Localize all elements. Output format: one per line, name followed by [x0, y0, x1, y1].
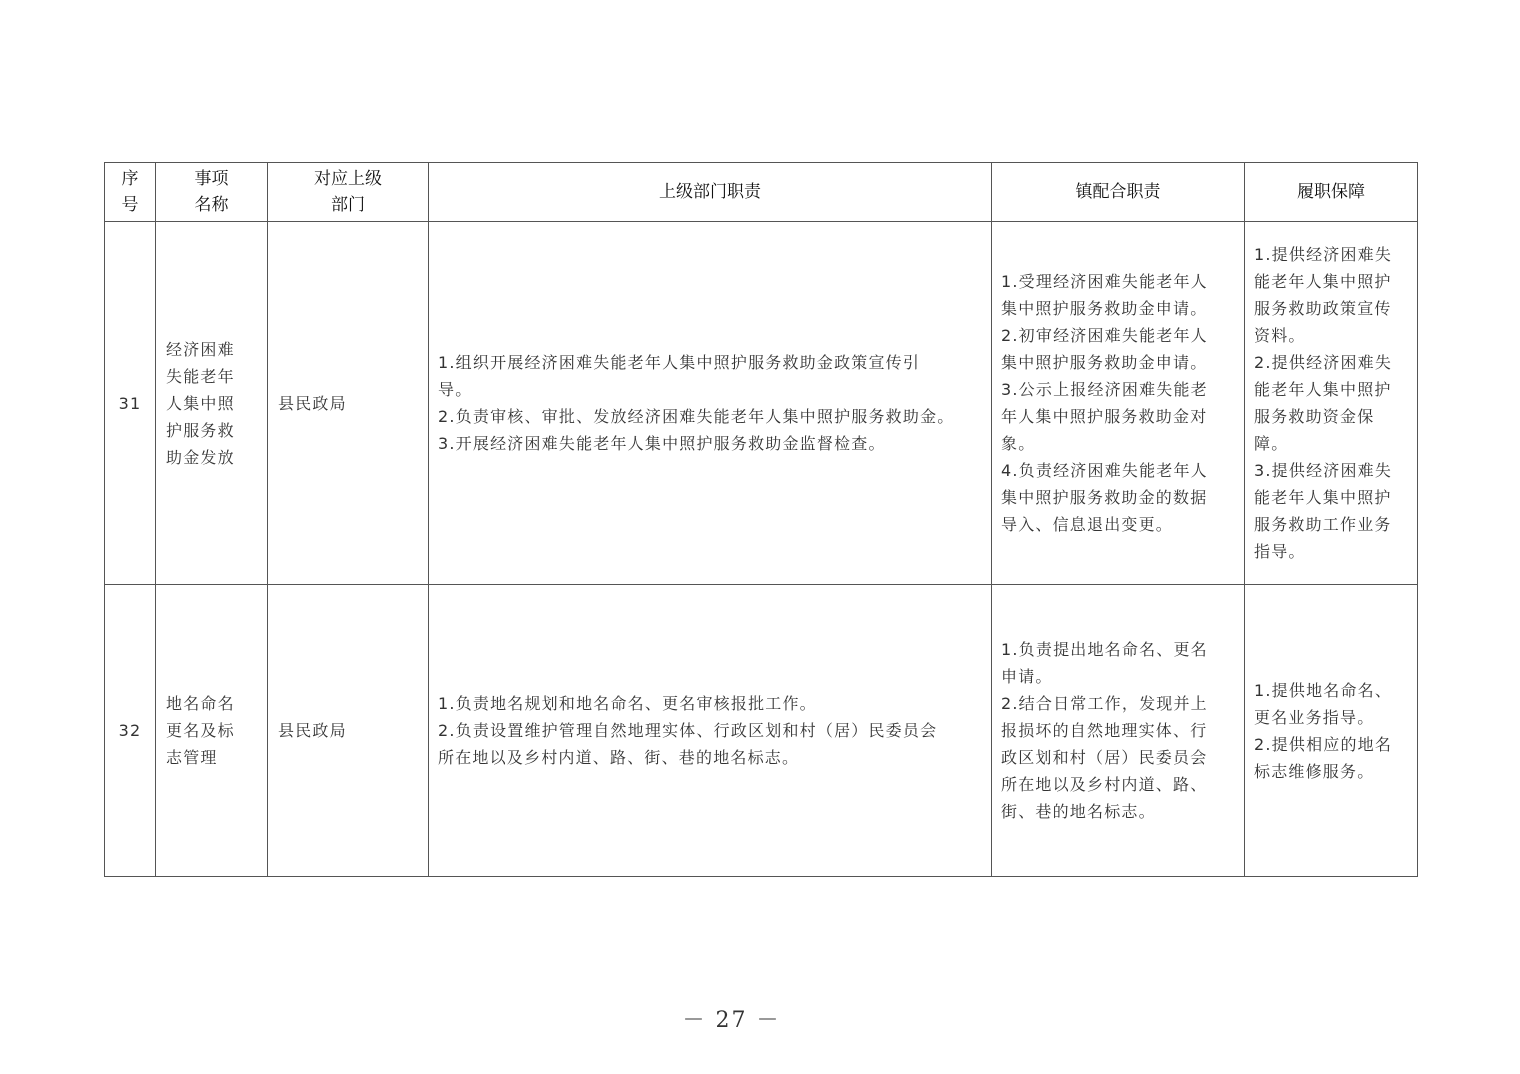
row-number: 31: [105, 222, 156, 585]
guarantee-line: 服务救助政策宣传: [1254, 299, 1392, 318]
town-duty-line: 1.受理经济困难失能老年人: [1001, 272, 1208, 291]
item-name-line: 经济困难: [166, 339, 235, 359]
page-number: － 27 －: [682, 1008, 781, 1033]
town-duty-line: 街、巷的地名标志。: [1001, 802, 1156, 821]
header-no-line: 号: [121, 195, 139, 215]
superior-duty-line: 导。: [438, 380, 473, 399]
guarantee-line: 能老年人集中照护: [1254, 380, 1392, 399]
town-duty-line: 报损坏的自然地理实体、行: [1001, 721, 1208, 740]
item-name: [156, 222, 268, 585]
superior-dept: 县民政局: [268, 222, 429, 585]
item-name-line: 地名命名: [166, 694, 235, 713]
town-duty-line: 政区划和村（居）民委员会: [1001, 748, 1208, 767]
superior-duty-line: 所在地以及乡村内道、路、街、巷的地名标志。: [438, 748, 800, 767]
header-superior-dept-line: 部门: [331, 195, 365, 215]
guarantee-line: 2.提供经济困难失: [1254, 353, 1393, 372]
superior-duty-line: 2.负责设置维护管理自然地理实体、行政区划和村（居）民委员会: [438, 721, 938, 740]
item-name-line: 志管理: [166, 748, 218, 767]
town-duty-line: 集中照护服务救助金申请。: [1001, 299, 1208, 318]
guarantee-line: 能老年人集中照护: [1254, 272, 1392, 291]
header-no-line: 序: [121, 169, 139, 189]
town-duty-line: 导入、信息退出变更。: [1001, 515, 1174, 534]
item-name-line: 更名及标: [166, 721, 235, 740]
town-duty-line: 象。: [1001, 434, 1036, 453]
item-name-line: 助金发放: [166, 447, 235, 467]
town-duty-line: 3.公示上报经济困难失能老: [1001, 380, 1208, 399]
town-duty-line: 4.负责经济困难失能老年人: [1001, 461, 1208, 480]
guarantee: [1245, 585, 1418, 877]
superior-duty-line: 1.负责地名规划和地名命名、更名审核报批工作。: [438, 694, 817, 713]
guarantee-line: 障。: [1254, 434, 1289, 453]
town-duty: [992, 222, 1245, 585]
guarantee-line: 指导。: [1254, 542, 1306, 561]
guarantee-line: 1.提供经济困难失: [1254, 245, 1393, 264]
superior-duty-line: 3.开展经济困难失能老年人集中照护服务救助金监督检查。: [438, 434, 886, 453]
town-duty-line: 所在地以及乡村内道、路、: [1001, 775, 1208, 794]
header-item-name: [156, 163, 268, 222]
row-number: 32: [105, 585, 156, 877]
guarantee-line: 3.提供经济困难失: [1254, 461, 1393, 480]
guarantee-line: 服务救助资金保: [1254, 407, 1375, 426]
town-duty-line: 集中照护服务救助金的数据: [1001, 488, 1208, 507]
guarantee-line: 1.提供地名命名、: [1254, 680, 1393, 700]
guarantee: [1245, 222, 1418, 585]
superior-duty-line: 2.负责审核、审批、发放经济困难失能老年人集中照护服务救助金。: [438, 407, 955, 426]
town-duty-line: 2.结合日常工作，发现并上: [1001, 694, 1208, 713]
guarantee-line: 2.提供相应的地名: [1254, 734, 1393, 754]
header-item-name-line: 事项: [194, 169, 229, 189]
guarantee-line: 标志维修服务。: [1254, 761, 1375, 781]
header-superior-dept: [268, 163, 429, 222]
town-duty-line: 1.负责提出地名命名、更名: [1001, 640, 1208, 659]
guarantee-line: 资料。: [1254, 326, 1306, 345]
item-name: [156, 585, 268, 877]
guarantee-line: 能老年人集中照护: [1254, 488, 1392, 507]
item-name-line: 人集中照: [166, 393, 235, 413]
table-header-row: [105, 163, 1418, 222]
header-no: [105, 163, 156, 222]
table-row: [105, 585, 1418, 877]
header-town-duty: 镇配合职责: [992, 163, 1245, 222]
superior-duty-line: 1.组织开展经济困难失能老年人集中照护服务救助金政策宣传引: [438, 353, 921, 372]
header-superior-duty: 上级部门职责: [429, 163, 992, 222]
town-duty-line: 年人集中照护服务救助金对: [1001, 407, 1208, 426]
item-name-line: 失能老年: [166, 366, 235, 386]
header-superior-dept-line: 对应上级: [314, 169, 382, 189]
responsibility-table: [104, 162, 1418, 877]
town-duty-line: 申请。: [1001, 667, 1053, 686]
superior-duty: [429, 585, 992, 877]
superior-duty: [429, 222, 992, 585]
guarantee-line: 更名业务指导。: [1254, 707, 1375, 727]
guarantee-line: 服务救助工作业务: [1254, 515, 1392, 534]
town-duty-line: 2.初审经济困难失能老年人: [1001, 326, 1208, 345]
header-item-name-line: 名称: [194, 195, 229, 215]
header-guarantee: 履职保障: [1245, 163, 1418, 222]
town-duty-line: 集中照护服务救助金申请。: [1001, 353, 1208, 372]
item-name-line: 护服务救: [166, 420, 235, 440]
table-row: [105, 222, 1418, 585]
superior-dept: 县民政局: [268, 585, 429, 877]
town-duty: [992, 585, 1245, 877]
